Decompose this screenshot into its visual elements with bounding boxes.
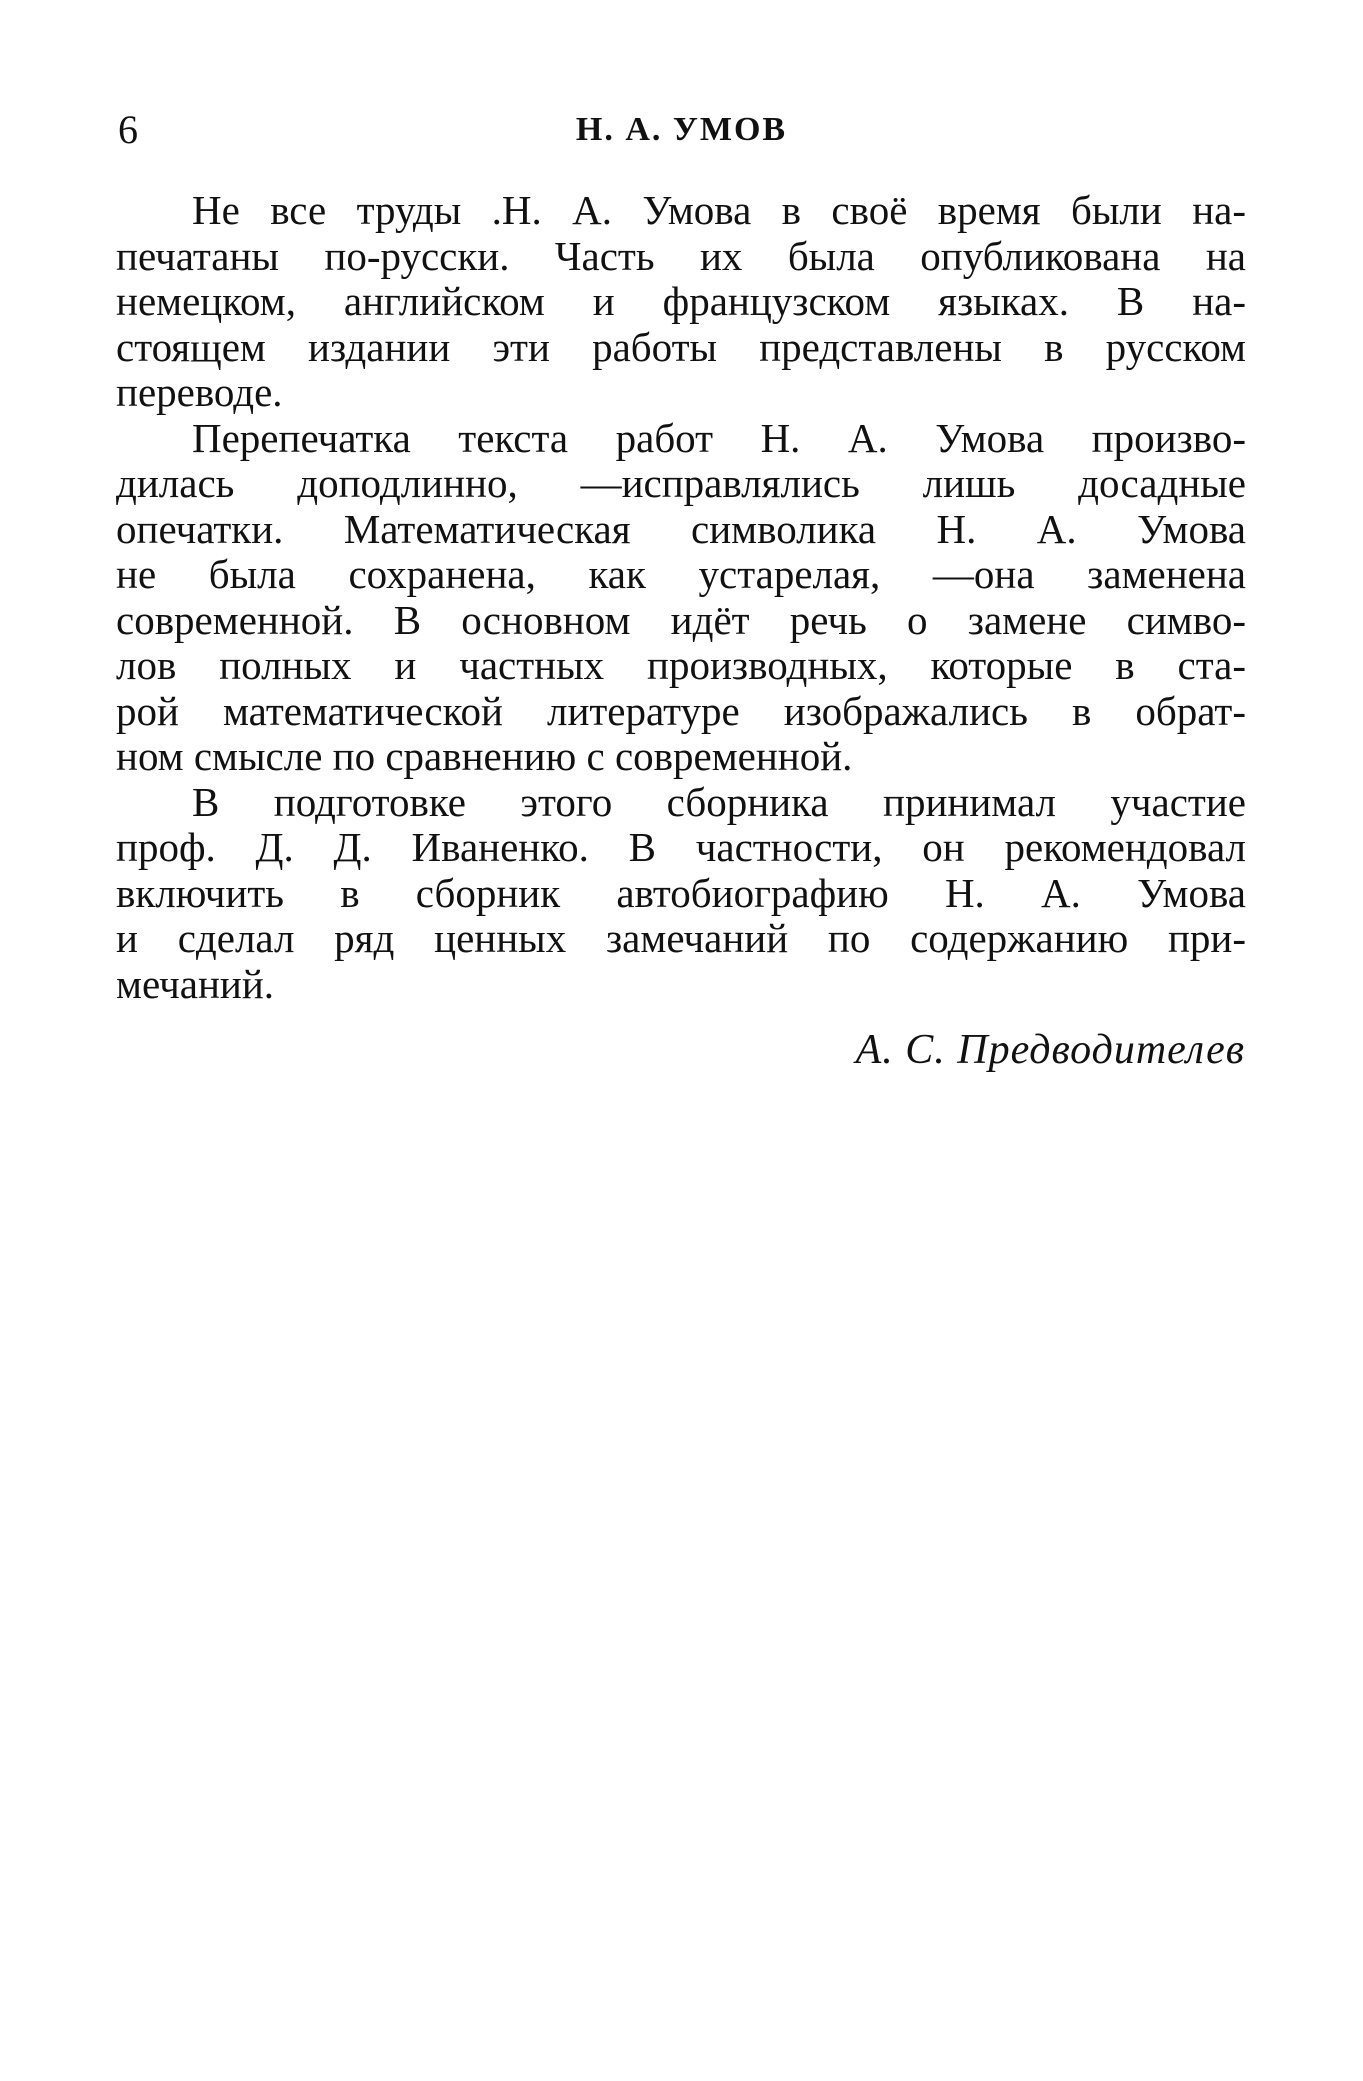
text-line: дилась доподлинно, —исправлялись лишь досадные (116, 461, 1246, 506)
text-line: ном смысле по сравнению с современной. (116, 734, 853, 779)
text-line: опечатки. Математическая символика Н. А. Умова (116, 506, 1246, 552)
text-line: мечаний. (116, 961, 275, 1007)
text-line: немецком, английском и французском языках. В на- (116, 279, 1246, 324)
page-number: 6 (118, 107, 138, 152)
text-line: Перепечатка текста работ Н. А. Умова произво- (192, 415, 1246, 461)
text-line: стоящем издании эти работы представлены в русском (116, 324, 1246, 370)
running-title: Н. А. УМОВ (575, 111, 788, 148)
text-line: переводе. (116, 370, 283, 415)
body-text (116, 188, 1246, 1007)
paragraph (116, 416, 1246, 780)
paragraph (116, 188, 1246, 416)
paragraph (116, 780, 1246, 1008)
text-line: печатаны по-русски. Часть их была опубликована на (116, 233, 1246, 279)
text-line: и сделал ряд ценных замечаний по содержанию при- (116, 916, 1246, 961)
text-line: проф. Д. Д. Иваненко. В частности, он рекомендовал (116, 825, 1246, 870)
text-line: включить в сборник автобиографию Н. А. Умова (116, 870, 1246, 916)
text-line: В подготовке этого сборника принимал участие (192, 779, 1246, 825)
text-line: современной. В основном идёт речь о замене симво- (116, 597, 1246, 643)
author-signature: А. С. Предводителев (855, 1027, 1245, 1073)
text-line: Не все труды .Н. А. Умова в своё время были на- (192, 188, 1246, 233)
text-line: рой математической литературе изображались в обрат- (116, 688, 1246, 734)
text-line: лов полных и частных производных, которые в ста- (116, 643, 1246, 688)
text-line: не была сохранена, как устарелая, —она заменена (116, 552, 1246, 597)
